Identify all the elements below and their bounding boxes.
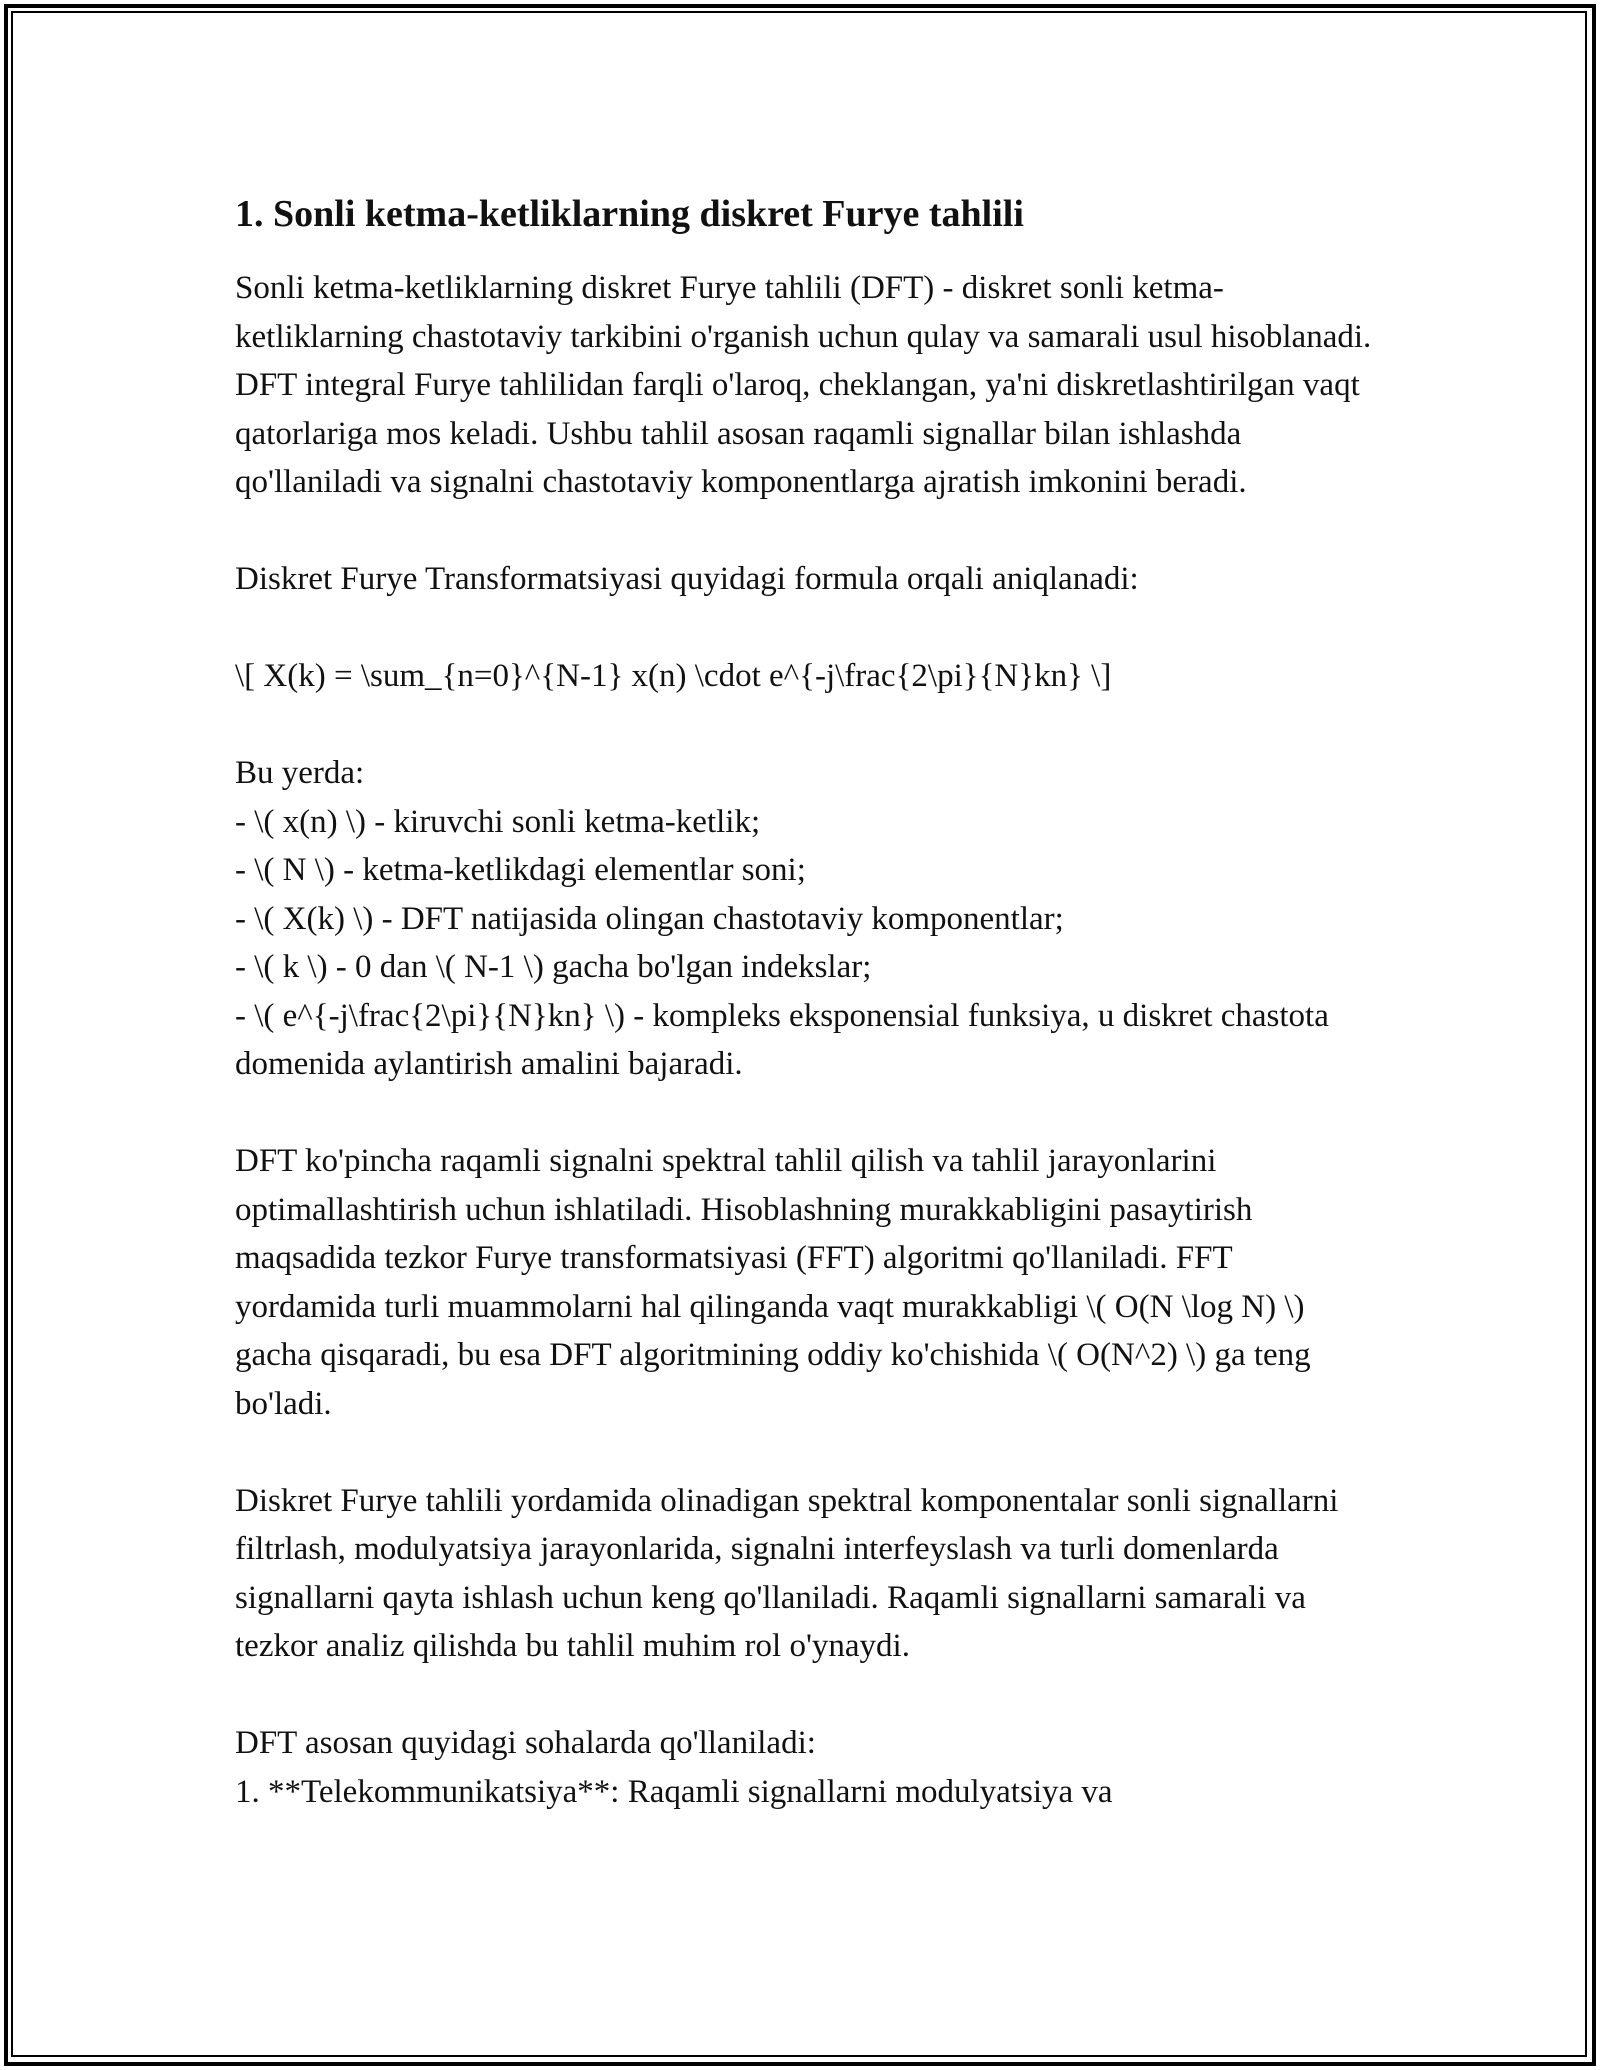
definition-item: - \( e^{-j\frac{2\pi}{N}kn} \) - kompleks eksponensial funksiya, u diskret chastota domenida aylantirish amalini bajaradi. <box>235 997 1329 1082</box>
spacer <box>235 507 1375 556</box>
intro-paragraph: Sonli ketma-ketliklarning diskret Furye tahlili (DFT) - diskret sonli ketma-ketliklarning chastotaviy tarkibini o'rganish uchun qulay va samarali usul hisoblanadi. DFT integral Furye tahlilidan farqli o'laroq, cheklangan, ya'ni diskretlashtirilgan vaqt qatorlariga mos keladi. Ushbu tahlil asosan raqamli signallar bilan ishlashda qo'llaniladi va signalni chastotaviy komponentlarga ajratish imkonini beradi. <box>235 270 1372 500</box>
spacer <box>235 1089 1375 1138</box>
definitions-list <box>235 749 1375 1089</box>
spacer <box>235 1428 1375 1477</box>
spacer <box>235 1671 1375 1720</box>
fields-heading: DFT asosan quyidagi sohalarda qo'llaniladi: <box>235 1725 816 1761</box>
definitions-heading: Bu yerda: <box>235 755 365 791</box>
definition-item: - \( N \) - ketma-ketlikdagi elementlar soni; <box>235 852 806 888</box>
applications-paragraph: Diskret Furye tahlili yordamida olinadigan spektral komponentalar sonli signallarni filtrlash, modulyatsiya jarayonlarida, signalni interfeyslash va turli domenlarda signallarni qayta ishlash uchun keng qo'llaniladi. Raqamli signallarni samarali va tezkor analiz qilishda bu tahlil muhim rol o'ynaydi. <box>235 1482 1339 1664</box>
field-item: 1. **Telekommunikatsiya**: Raqamli signallarni modulyatsiya va <box>235 1773 1113 1810</box>
spacer <box>235 701 1375 750</box>
definition-item: - \( x(n) \) - kiruvchi sonli ketma-ketlik; <box>235 803 761 840</box>
section-title: 1. Sonli ketma-ketliklarning diskret Furye tahlili <box>235 193 1024 235</box>
fields-list <box>235 1719 1375 1816</box>
definition-item: - \( k \) - 0 dan \( N-1 \) gacha bo'lgan indekslar; <box>235 949 872 985</box>
document-body <box>235 190 1375 1816</box>
dft-formula: \[ X(k) = \sum_{n=0}^{N-1} x(n) \cdot e^{-j\frac{2\pi}{N}kn} \] <box>235 658 1112 694</box>
definition-item: - \( X(k) \) - DFT natijasida olingan chastotaviy komponentlar; <box>235 900 1064 937</box>
formula-intro: Diskret Furye Transformatsiyasi quyidagi formula orqali aniqlanadi: <box>235 561 1139 597</box>
spacer <box>235 604 1375 653</box>
fft-paragraph: DFT ko'pincha raqamli signalni spektral tahlil qilish va tahlil jarayonlarini optimallashtirish uchun ishlatiladi. Hisoblashning murakkabligini pasaytirish maqsadida tezkor Furye transformatsiyasi (FFT) algoritmi qo'llaniladi. FFT yordamida turli muammolarni hal qilinganda vaqt murakkabligi \( O(N \log N) \) gacha qisqaradi, bu esa DFT algoritmining oddiy ko'chishida \( O(N^2) \) ga teng bo'ladi. <box>235 1143 1311 1422</box>
